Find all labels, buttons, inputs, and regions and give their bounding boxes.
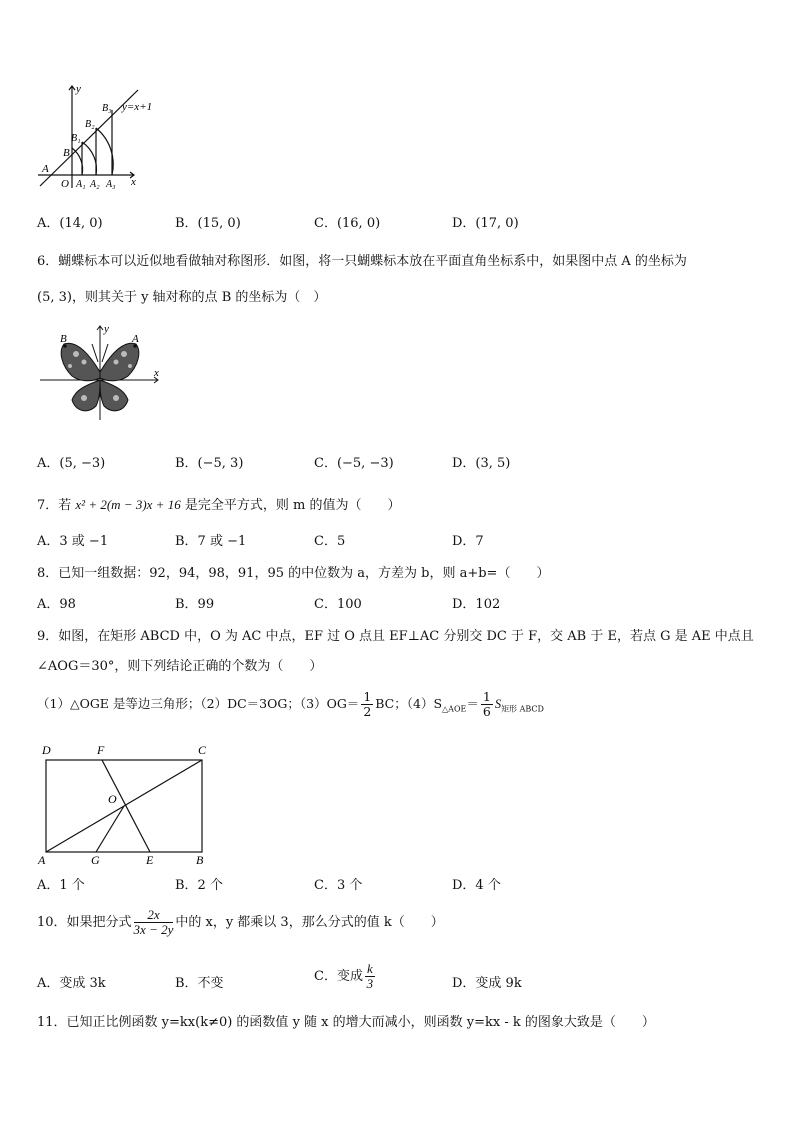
q5-option-d[interactable]: D．(17, 0) [452,216,519,231]
q6-label-B: B [60,333,67,345]
q9-label-B: B [196,853,204,866]
q6-option-d[interactable]: D．(3, 5) [452,456,511,471]
q9-conclusions [37,690,544,719]
q9-label-C: C [198,743,207,757]
q10-option-d[interactable]: D．变成 9k [452,976,522,991]
q9-label-O: O [108,792,117,806]
q9-area-subscript-1: △AOE [442,704,467,714]
q10-option-c-fraction: $\frac{k}{3}$ [366,961,374,991]
q7-option-d[interactable]: D．7 [452,534,484,549]
q10-option-a[interactable]: A．变成 3k [37,976,106,991]
q9-option-d[interactable]: D．4 个 [452,878,501,893]
q11-stem: 11．已知正比例函数 y=kx(k≠0) 的函数值 y 随 x 的增大而减小，则函数 y=kx - k 的图象大致是（ ） [37,1015,655,1030]
q5-label-B: B [63,147,70,159]
q5-label-x: x [131,176,136,188]
q9-option-a[interactable]: A．1 个 [37,878,85,893]
q9-label-G: G [91,853,100,866]
q6-option-c[interactable]: C．(−5, −3) [314,456,394,471]
q5-label-O: O [61,178,69,190]
q8-option-c[interactable]: C．100 [314,597,362,612]
q8-option-a[interactable]: A．98 [37,597,76,612]
q5-label-B1: B₁ [71,133,81,144]
q10-option-c-prefix: C．变成 [314,969,363,984]
q9-stem-line1: 9．如图，在矩形 ABCD 中，O 为 AC 中点，EF 过 O 点且 EF⊥AC 分别交 DC 于 F，交 AB 于 E，若点 G 是 AE 中点且 [37,629,754,644]
q7-stem-suffix: 是完全平方式，则 m 的值为（ ） [180,498,401,513]
q7-option-b[interactable]: B．7 或 −1 [175,534,247,549]
q7-option-c[interactable]: C．5 [314,534,346,549]
q10-stem-suffix: 中的 x，y 都乘以 3，那么分式的值 k（ ） [175,915,444,930]
q10-stem-prefix: 10．如果把分式 [37,915,132,930]
q6-option-b[interactable]: B．(−5, 3) [175,456,244,471]
q9-fraction-sixth: $\frac{1}{6}$ [482,689,491,719]
q7-option-a[interactable]: A．3 或 −1 [37,534,109,549]
q5-line-label: y=x+1 [122,101,153,113]
q9-area-subscript-2: 矩形 ABCD [501,704,544,714]
q9-option-b[interactable]: B．2 个 [175,878,223,893]
q5-label-B2: B₂ [85,119,95,130]
q5-option-b[interactable]: B．(15, 0) [175,216,241,231]
q9-fraction-half: $\frac{1}{2}$ [363,689,372,719]
q7-stem-prefix: 7．若 [37,498,76,513]
q9-stem-line2: ∠AOG＝30°，则下列结论正确的个数为（ ） [37,659,323,674]
q5-label-A3: A₃ [106,179,116,190]
q6-stem-line2: (5, 3)，则其关于 y 轴对称的点 B 的坐标为（ ） [37,290,327,305]
q9-label-F: F [97,743,105,757]
q6-stem-line1: 6．蝴蝶标本可以近似地看做轴对称图形．如图，将一只蝴蝶标本放在平面直角坐标系中，如果图中点 A 的坐标为 [37,254,687,269]
q8-option-d[interactable]: D．102 [452,597,501,612]
q5-label-y: y [76,83,81,95]
q10-option-c[interactable] [314,962,377,991]
q9-rectangle-figure [34,740,214,866]
q7-expression: x² + 2(m − 3)x + 16 [75,497,181,512]
q9-area-s: S [494,697,502,711]
q6-label-x: x [154,367,159,379]
q5-label-A: A [42,163,49,175]
q6-label-y: y [104,323,109,335]
q10-stem [37,908,444,937]
q6-butterfly-figure [36,322,166,422]
q5-label-B3: B₃ [102,103,112,114]
q9-label-E: E [146,853,154,866]
q5-option-c[interactable]: C．(16, 0) [314,216,381,231]
q8-option-b[interactable]: B．99 [175,597,215,612]
q5-label-A1: A₁ [76,179,86,190]
q9-label-A: A [38,853,46,866]
q8-stem: 8．已知一组数据：92，94，98，91，95 的中位数为 a，方差为 b，则 a+b=（ ） [37,566,550,581]
q10-fraction: $\frac{2x}{3x - 2y}$ [133,907,174,937]
q9-label-D: D [42,743,51,757]
q5-option-a[interactable]: A．(14, 0) [37,216,103,231]
q5-figure [34,80,184,192]
q9-option-c[interactable]: C．3 个 [314,878,363,893]
q7-stem [37,494,400,513]
q5-label-A2: A₂ [90,179,100,190]
q9-equals: ＝ [466,696,479,711]
q6-option-a[interactable]: A．(5, −3) [37,456,106,471]
q9-conclusions-text: （1）△OGE 是等边三角形；（2）DC＝3OG；（3）OG＝ [37,696,360,711]
q9-conclusions-tail: BC；（4）S [375,696,443,711]
q6-label-A: A [132,333,139,345]
q10-option-b[interactable]: B．不变 [175,976,224,991]
